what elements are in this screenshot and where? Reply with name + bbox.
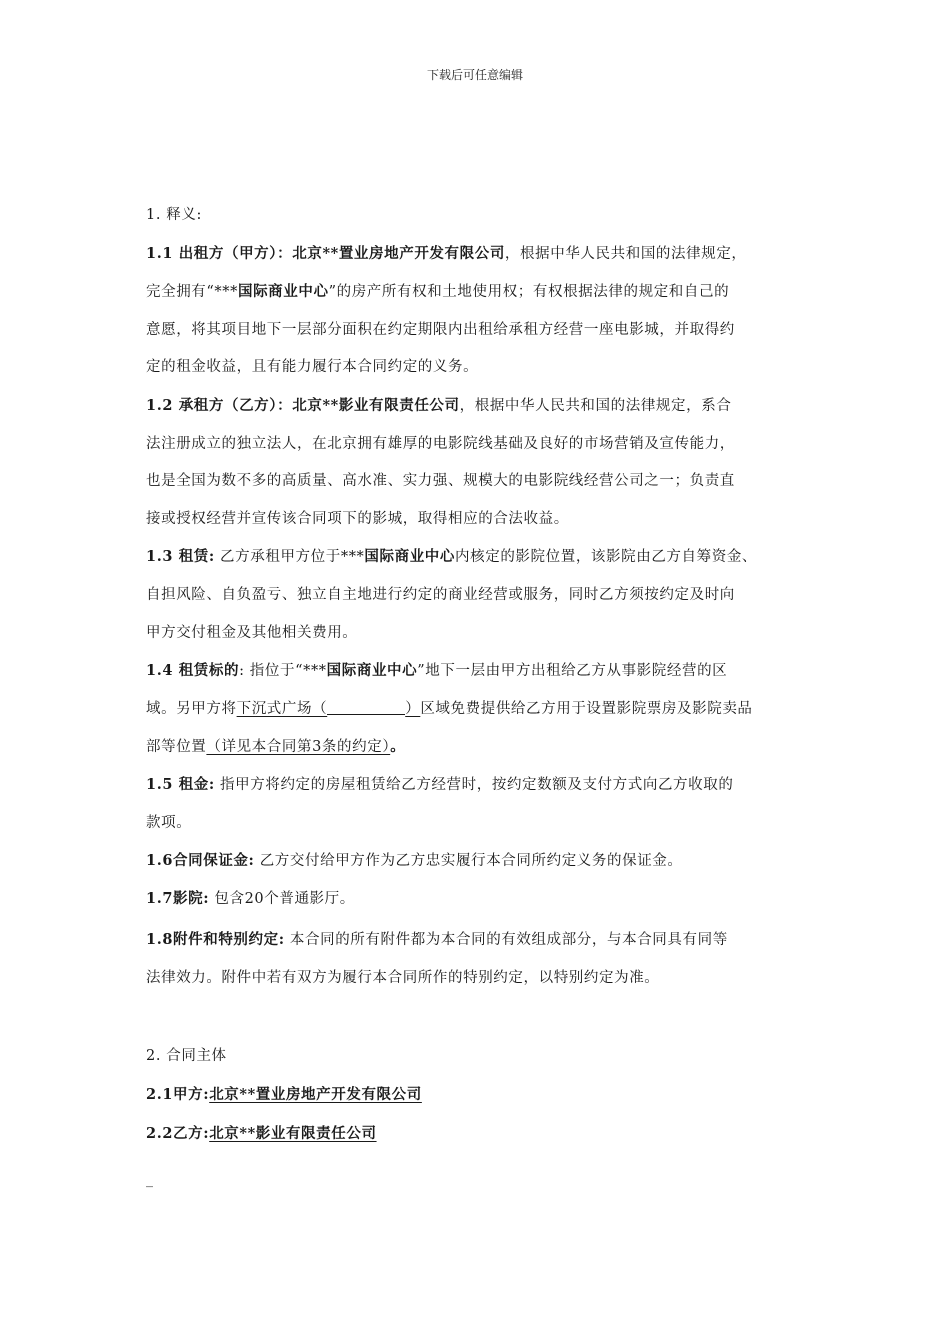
- clause-text: ，根据中华人民共和国的法律规定，: [504, 246, 747, 262]
- project-name: 国际商业中心: [326, 662, 418, 679]
- clause-1-1-line-4: 定的租金收益，且有能力履行本合同约定的义务。: [146, 359, 479, 375]
- clause-1-6-line-1: [146, 851, 683, 871]
- party-name: 北京**置业房地产开发有限公司: [292, 245, 505, 262]
- clause-term: 合同保证金:: [173, 852, 255, 869]
- clause-text: 部等位置: [146, 739, 207, 755]
- section-2-heading: 2. 合同主体: [146, 1048, 227, 1064]
- clause-text: 乙方承租甲方位于***: [214, 549, 365, 565]
- clause-1-8-line-1: [146, 930, 728, 950]
- plaza-name: 下沉式广场（: [236, 701, 328, 717]
- clause-term: 乙方:: [173, 1125, 210, 1142]
- clause-number: 2.2: [146, 1125, 174, 1142]
- clause-term: 承租方（乙方）：: [178, 397, 293, 414]
- clause-term: 甲方:: [173, 1086, 210, 1103]
- clause-text: 。: [390, 738, 406, 755]
- clause-1-3-line-1: [146, 547, 757, 567]
- clause-number: 1.3: [146, 548, 179, 565]
- clause-text: 完全拥有“***: [146, 284, 238, 300]
- clause-1-1-line-3: 意愿，将其项目地下一层部分面积在约定期限内出租给承租方经营一座电影城，并取得约: [146, 322, 735, 338]
- clause-1-4-line-3: [146, 737, 405, 757]
- clause-1-1-line-1: [146, 244, 747, 264]
- clause-1-3-line-2: 自担风险、自负盈亏、独立自主地进行约定的商业经营或服务，同时乙方须按约定及时向: [146, 587, 735, 603]
- clause-text: ”地下一层由甲方出租给乙方从事影院经营的区: [417, 663, 728, 679]
- clause-term: 影院:: [173, 890, 210, 907]
- clause-2-1: [146, 1085, 422, 1105]
- clause-number: 1.7: [146, 890, 174, 907]
- clause-1-4-line-2: [146, 699, 753, 719]
- clause-1-2-line-2: 法注册成立的独立法人，在北京拥有雄厚的电影院线基础及良好的市场营销及宣传能力，: [146, 436, 735, 452]
- party-name: 北京**影业有限责任公司: [209, 1125, 377, 1142]
- clause-1-2-line-3: 也是全国为数不多的高质量、高水准、实力强、规模大的电影院线经营公司之一；负责直: [146, 473, 735, 489]
- clause-1-5-line-2: 款项。: [146, 815, 192, 831]
- trailing-mark: _: [146, 1172, 153, 1188]
- clause-term: 租金:: [178, 776, 215, 793]
- clause-term: 租赁:: [178, 548, 215, 565]
- clause-number: 1.1: [146, 245, 179, 262]
- project-name: 国际商业中心: [237, 283, 329, 300]
- clause-text: 内核定的影院位置，该影院由乙方自筹资金、: [455, 549, 758, 565]
- clause-1-3-line-3: 甲方交付租金及其他相关费用。: [146, 625, 358, 641]
- clause-number: 1.4: [146, 662, 179, 679]
- reference-note: （详见本合同第3条的约定）: [206, 739, 391, 755]
- clause-text: 指甲方将约定的房屋租赁给乙方经营时，按约定数额及支付方式向乙方收取的: [214, 777, 734, 793]
- party-name: 北京**置业房地产开发有限公司: [209, 1086, 422, 1103]
- clause-1-5-line-1: [146, 775, 733, 795]
- clause-text: 本合同的所有附件都为本合同的有效组成部分，与本合同具有同等: [284, 932, 728, 948]
- clause-number: 1.6: [146, 852, 174, 869]
- clause-text: 乙方交付给甲方作为乙方忠实履行本合同所约定义务的保证金。: [254, 853, 683, 869]
- clause-text: : 指位于“***: [239, 663, 327, 679]
- project-name: 国际商业中心: [364, 548, 456, 565]
- clause-term: 出租方（甲方）：: [178, 245, 293, 262]
- clause-text: 包含20个普通影厅。: [209, 891, 355, 907]
- section-1-heading: 1. 释义:: [146, 207, 202, 223]
- clause-1-1-line-2: [146, 282, 729, 302]
- clause-number: 1.2: [146, 397, 179, 414]
- clause-number: 1.5: [146, 776, 179, 793]
- clause-term: 附件和特别约定:: [173, 931, 285, 948]
- plaza-bracket: ）: [405, 701, 421, 717]
- clause-text: ，根据中华人民共和国的法律规定，系合: [459, 398, 732, 414]
- clause-number: 2.1: [146, 1086, 174, 1103]
- page-header: 下载后可任意编辑: [426, 68, 523, 82]
- clause-text: 域。另甲方将: [146, 701, 237, 717]
- clause-number: 1.8: [146, 931, 174, 948]
- clause-text: 区域免费提供给乙方用于设置影院票房及影院卖品: [420, 701, 753, 717]
- clause-1-4-line-1: [146, 661, 727, 681]
- party-name: 北京**影业有限责任公司: [292, 397, 460, 414]
- clause-1-2-line-4: 接或授权经营并宣传该合同项下的影城，取得相应的合法收益。: [146, 511, 569, 527]
- clause-1-7-line-1: [146, 889, 355, 909]
- clause-1-2-line-1: [146, 396, 731, 416]
- blank-field: [327, 700, 405, 715]
- clause-2-2: [146, 1124, 377, 1144]
- clause-text: ”的房产所有权和土地使用权；有权根据法律的规定和自己的: [328, 284, 730, 300]
- clause-1-8-line-2: 法律效力。附件中若有双方为履行本合同所作的特别约定，以特别约定为准。: [146, 970, 660, 986]
- clause-term: 租赁标的: [178, 662, 240, 679]
